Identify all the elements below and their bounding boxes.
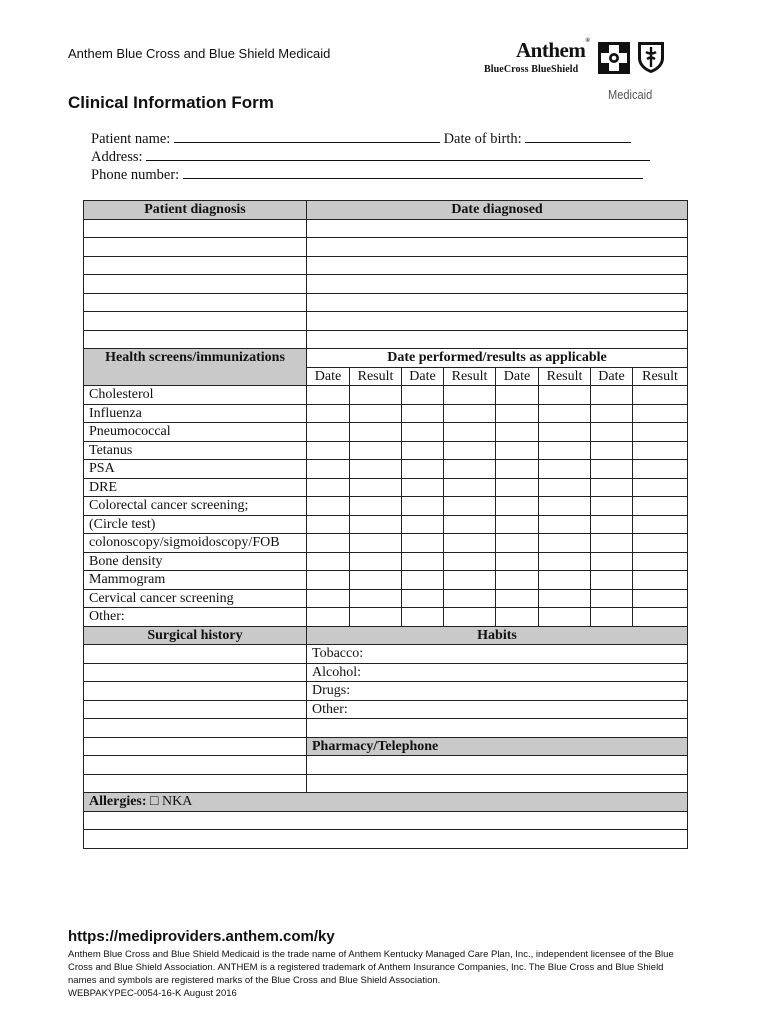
screen-result-cell[interactable] xyxy=(633,460,688,479)
habits-header: Habits xyxy=(307,626,688,645)
diagnosis-row xyxy=(84,238,688,257)
screen-date-cell[interactable] xyxy=(402,478,444,497)
screen-row xyxy=(84,441,688,460)
diagnosis-cell[interactable] xyxy=(84,330,307,349)
screen-date-cell[interactable] xyxy=(307,386,350,405)
screen-label: Influenza xyxy=(84,404,307,423)
diagnosis-row xyxy=(84,293,688,312)
screen-label: Mammogram xyxy=(84,571,307,590)
screen-result-cell[interactable] xyxy=(539,589,591,608)
header-organization: Anthem Blue Cross and Blue Shield Medicaid xyxy=(68,46,331,61)
screen-date-cell[interactable] xyxy=(496,423,539,442)
address-label: Address: xyxy=(91,149,143,165)
surgical-row xyxy=(84,719,688,738)
footer-legal-text: Anthem Blue Cross and Blue Shield Medicaid is the trade name of Anthem Kentucky Managed Care Plan, Inc., independent licensee of the Blue Cross and Blue Shield Association. ANTHEM is a registered trademark of Anthem Insurance Companies, Inc. The Blue Cross and Blue Shield names and symbols are registered marks of the Blue Cross and Blue Shield Association. xyxy=(68,949,674,986)
footer-url: https://mediproviders.anthem.com/ky xyxy=(68,928,335,945)
allergies-label: Allergies: xyxy=(89,794,147,810)
screen-date-cell[interactable] xyxy=(496,608,539,627)
surgical-header-row xyxy=(84,626,688,645)
allergies-row xyxy=(84,811,688,830)
screen-date-cell[interactable] xyxy=(496,441,539,460)
screen-result-cell[interactable] xyxy=(444,441,496,460)
surgical-cell[interactable] xyxy=(84,719,307,738)
surgical-row xyxy=(84,682,688,701)
phone-row xyxy=(91,166,643,184)
screen-result-cell[interactable] xyxy=(350,608,402,627)
screen-date-cell[interactable] xyxy=(496,534,539,553)
subheader-result-3: Result xyxy=(539,367,591,386)
screen-label: Bone density xyxy=(84,552,307,571)
screen-result-cell[interactable] xyxy=(633,386,688,405)
habit-blank-cell[interactable] xyxy=(307,719,688,738)
diagnosis-row xyxy=(84,275,688,294)
allergies-cell[interactable] xyxy=(84,811,688,830)
screen-result-cell[interactable] xyxy=(539,404,591,423)
date-diagnosed-cell[interactable] xyxy=(307,219,688,238)
surgical-row xyxy=(84,645,688,664)
screen-row xyxy=(84,386,688,405)
screen-date-cell[interactable] xyxy=(307,515,350,534)
allergies-header xyxy=(84,793,688,812)
screen-row xyxy=(84,460,688,479)
screen-label: Other: xyxy=(84,608,307,627)
allergies-cell[interactable] xyxy=(84,830,688,849)
screen-date-cell[interactable] xyxy=(307,571,350,590)
address-field[interactable] xyxy=(146,148,650,161)
screen-date-cell[interactable] xyxy=(402,571,444,590)
screen-result-cell[interactable] xyxy=(539,386,591,405)
habit-tobacco-cell[interactable]: Tobacco: xyxy=(307,645,688,664)
screen-result-cell[interactable] xyxy=(350,423,402,442)
habit-other-cell[interactable]: Other: xyxy=(307,700,688,719)
logo-medicaid-text: Medicaid xyxy=(608,87,653,102)
surgical-cell[interactable] xyxy=(84,737,307,756)
screen-date-cell[interactable] xyxy=(402,386,444,405)
surgical-row xyxy=(84,774,688,793)
screen-date-cell[interactable] xyxy=(496,478,539,497)
surgical-cell[interactable] xyxy=(84,756,307,775)
screen-date-cell[interactable] xyxy=(402,608,444,627)
screen-date-cell[interactable] xyxy=(496,589,539,608)
date-diagnosed-cell[interactable] xyxy=(307,330,688,349)
screen-date-cell[interactable] xyxy=(402,423,444,442)
screen-result-cell[interactable] xyxy=(633,497,688,516)
subheader-date-3: Date xyxy=(496,367,539,386)
screen-date-cell[interactable] xyxy=(496,497,539,516)
allergies-header-row xyxy=(84,793,688,812)
screen-date-cell[interactable] xyxy=(591,497,633,516)
screen-result-cell[interactable] xyxy=(539,534,591,553)
diagnosis-cell[interactable] xyxy=(84,293,307,312)
screen-date-cell[interactable] xyxy=(496,404,539,423)
screen-date-cell[interactable] xyxy=(591,441,633,460)
screen-result-cell[interactable] xyxy=(444,571,496,590)
surgical-cell[interactable] xyxy=(84,774,307,793)
surgical-row xyxy=(84,663,688,682)
allergies-row xyxy=(84,830,688,849)
logo-bcbs-wordmark: BlueCross BlueShield xyxy=(484,64,579,75)
screen-row xyxy=(84,404,688,423)
surgical-cell[interactable] xyxy=(84,663,307,682)
screen-date-cell[interactable] xyxy=(307,441,350,460)
date-diagnosed-header: Date diagnosed xyxy=(307,201,688,220)
screen-result-cell[interactable] xyxy=(539,571,591,590)
date-performed-header: Date performed/results as applicable xyxy=(307,349,688,368)
screen-result-cell[interactable] xyxy=(633,571,688,590)
surgical-row xyxy=(84,700,688,719)
screen-result-cell[interactable] xyxy=(539,460,591,479)
screen-date-cell[interactable] xyxy=(591,515,633,534)
screen-result-cell[interactable] xyxy=(633,515,688,534)
screen-date-cell[interactable] xyxy=(591,552,633,571)
screen-date-cell[interactable] xyxy=(402,589,444,608)
screen-label: Cervical cancer screening xyxy=(84,589,307,608)
screen-result-cell[interactable] xyxy=(633,589,688,608)
screen-result-cell[interactable] xyxy=(350,571,402,590)
diagnosis-cell[interactable] xyxy=(84,238,307,257)
screen-result-cell[interactable] xyxy=(350,497,402,516)
diagnosis-row xyxy=(84,330,688,349)
subheader-result-4: Result xyxy=(633,367,688,386)
screen-result-cell[interactable] xyxy=(539,608,591,627)
screen-result-cell[interactable] xyxy=(444,552,496,571)
screen-date-cell[interactable] xyxy=(402,460,444,479)
anthem-logo xyxy=(484,38,674,108)
screen-result-cell[interactable] xyxy=(444,534,496,553)
screen-date-cell[interactable] xyxy=(307,423,350,442)
subheader-date-2: Date xyxy=(402,367,444,386)
surgical-cell[interactable] xyxy=(84,682,307,701)
diagnosis-row xyxy=(84,256,688,275)
date-diagnosed-cell[interactable] xyxy=(307,275,688,294)
subheader-date-1: Date xyxy=(307,367,350,386)
surgical-row xyxy=(84,756,688,775)
date-diagnosed-cell[interactable] xyxy=(307,312,688,331)
screen-result-cell[interactable] xyxy=(444,589,496,608)
screen-label: Cholesterol xyxy=(84,386,307,405)
screen-result-cell[interactable] xyxy=(633,423,688,442)
screen-result-cell[interactable] xyxy=(350,534,402,553)
screen-result-cell[interactable] xyxy=(539,423,591,442)
subheader-date-4: Date xyxy=(591,367,633,386)
screen-date-cell[interactable] xyxy=(591,534,633,553)
subheader-result-1: Result xyxy=(350,367,402,386)
blue-cross-icon xyxy=(598,42,630,74)
screen-result-cell[interactable] xyxy=(539,441,591,460)
screen-row xyxy=(84,497,688,516)
nka-checkbox[interactable]: □ xyxy=(150,794,159,810)
diagnosis-cell[interactable] xyxy=(84,275,307,294)
habit-drugs-cell[interactable]: Drugs: xyxy=(307,682,688,701)
diagnosis-header-row xyxy=(84,201,688,220)
screens-header-row xyxy=(84,349,688,368)
surgical-history-header: Surgical history xyxy=(84,626,307,645)
screen-date-cell[interactable] xyxy=(496,386,539,405)
screen-date-cell[interactable] xyxy=(307,589,350,608)
surgical-cell[interactable] xyxy=(84,700,307,719)
screen-row xyxy=(84,515,688,534)
screen-date-cell[interactable] xyxy=(496,515,539,534)
screen-result-cell[interactable] xyxy=(350,552,402,571)
screen-date-cell[interactable] xyxy=(402,552,444,571)
screen-date-cell[interactable] xyxy=(496,460,539,479)
patient-name-field[interactable] xyxy=(174,130,440,143)
screen-row xyxy=(84,608,688,627)
screen-result-cell[interactable] xyxy=(633,441,688,460)
date-diagnosed-cell[interactable] xyxy=(307,256,688,275)
screen-date-cell[interactable] xyxy=(591,423,633,442)
screen-date-cell[interactable] xyxy=(591,460,633,479)
screen-date-cell[interactable] xyxy=(307,460,350,479)
footer-form-code: WEBPAKYPEC-0054-16-K August 2016 xyxy=(68,988,237,999)
phone-label: Phone number: xyxy=(91,167,180,183)
phone-field[interactable] xyxy=(183,166,643,179)
patient-diagnosis-header: Patient diagnosis xyxy=(84,201,307,220)
screen-result-cell[interactable] xyxy=(444,404,496,423)
screen-label: Colorectal cancer screening; xyxy=(84,497,307,516)
date-diagnosed-cell[interactable] xyxy=(307,238,688,257)
screen-label: (Circle test) xyxy=(84,515,307,534)
screen-result-cell[interactable] xyxy=(633,404,688,423)
pharmacy-header-row xyxy=(84,737,688,756)
patient-name-label: Patient name: xyxy=(91,131,171,147)
screen-date-cell[interactable] xyxy=(591,589,633,608)
screen-result-cell[interactable] xyxy=(350,441,402,460)
screen-date-cell[interactable] xyxy=(307,478,350,497)
screen-result-cell[interactable] xyxy=(350,515,402,534)
diagnosis-row xyxy=(84,219,688,238)
screen-result-cell[interactable] xyxy=(444,515,496,534)
screen-date-cell[interactable] xyxy=(402,497,444,516)
screen-row xyxy=(84,589,688,608)
form-title: Clinical Information Form xyxy=(68,93,274,112)
screen-result-cell[interactable] xyxy=(444,423,496,442)
diagnosis-cell[interactable] xyxy=(84,256,307,275)
blue-shield-icon xyxy=(636,40,666,74)
screen-date-cell[interactable] xyxy=(307,534,350,553)
screen-result-cell[interactable] xyxy=(444,386,496,405)
screen-result-cell[interactable] xyxy=(633,478,688,497)
patient-name-row xyxy=(91,130,631,148)
screen-row xyxy=(84,423,688,442)
screen-result-cell[interactable] xyxy=(444,608,496,627)
screen-row xyxy=(84,534,688,553)
clinical-info-table xyxy=(83,200,688,849)
health-screens-header: Health screens/immunizations xyxy=(84,349,307,386)
surgical-cell[interactable] xyxy=(84,645,307,664)
habit-alcohol-cell[interactable]: Alcohol: xyxy=(307,663,688,682)
screen-result-cell[interactable] xyxy=(444,460,496,479)
diagnosis-cell[interactable] xyxy=(84,219,307,238)
screen-label: PSA xyxy=(84,460,307,479)
screen-result-cell[interactable] xyxy=(539,552,591,571)
nka-label: NKA xyxy=(162,794,193,810)
screen-date-cell[interactable] xyxy=(591,478,633,497)
screen-result-cell[interactable] xyxy=(350,386,402,405)
screen-result-cell[interactable] xyxy=(350,478,402,497)
screen-result-cell[interactable] xyxy=(633,552,688,571)
screen-result-cell[interactable] xyxy=(444,497,496,516)
screen-result-cell[interactable] xyxy=(539,497,591,516)
pharmacy-cell[interactable] xyxy=(307,756,688,775)
screen-result-cell[interactable] xyxy=(633,608,688,627)
screen-result-cell[interactable] xyxy=(350,404,402,423)
diagnosis-cell[interactable] xyxy=(84,312,307,331)
screen-date-cell[interactable] xyxy=(496,552,539,571)
screen-row xyxy=(84,571,688,590)
screen-date-cell[interactable] xyxy=(591,404,633,423)
screen-date-cell[interactable] xyxy=(591,571,633,590)
screen-result-cell[interactable] xyxy=(444,478,496,497)
screen-label: Pneumococcal xyxy=(84,423,307,442)
screen-label: Tetanus xyxy=(84,441,307,460)
screen-date-cell[interactable] xyxy=(402,404,444,423)
screen-row xyxy=(84,552,688,571)
screen-result-cell[interactable] xyxy=(350,589,402,608)
screen-date-cell[interactable] xyxy=(307,552,350,571)
screen-date-cell[interactable] xyxy=(307,608,350,627)
screen-result-cell[interactable] xyxy=(539,515,591,534)
subheader-result-2: Result xyxy=(444,367,496,386)
screen-label: colonoscopy/sigmoidoscopy/FOB xyxy=(84,534,307,553)
address-row xyxy=(91,148,650,166)
screen-date-cell[interactable] xyxy=(307,497,350,516)
screen-date-cell[interactable] xyxy=(591,608,633,627)
diagnosis-row xyxy=(84,312,688,331)
pharmacy-telephone-header: Pharmacy/Telephone xyxy=(307,737,688,756)
screen-date-cell[interactable] xyxy=(402,441,444,460)
screen-date-cell[interactable] xyxy=(402,515,444,534)
screen-date-cell[interactable] xyxy=(307,404,350,423)
date-diagnosed-cell[interactable] xyxy=(307,293,688,312)
screen-result-cell[interactable] xyxy=(539,478,591,497)
habits-body xyxy=(84,645,688,719)
screen-result-cell[interactable] xyxy=(633,534,688,553)
screen-date-cell[interactable] xyxy=(591,386,633,405)
logo-anthem-wordmark: Anthem® xyxy=(516,38,590,62)
screen-date-cell[interactable] xyxy=(402,534,444,553)
screens-body xyxy=(84,386,688,627)
pharmacy-cell[interactable] xyxy=(307,774,688,793)
screen-label: DRE xyxy=(84,478,307,497)
date-of-birth-field[interactable] xyxy=(525,130,631,143)
screen-date-cell[interactable] xyxy=(496,571,539,590)
screen-result-cell[interactable] xyxy=(350,460,402,479)
date-of-birth-label: Date of birth: xyxy=(443,131,522,147)
screen-row xyxy=(84,478,688,497)
